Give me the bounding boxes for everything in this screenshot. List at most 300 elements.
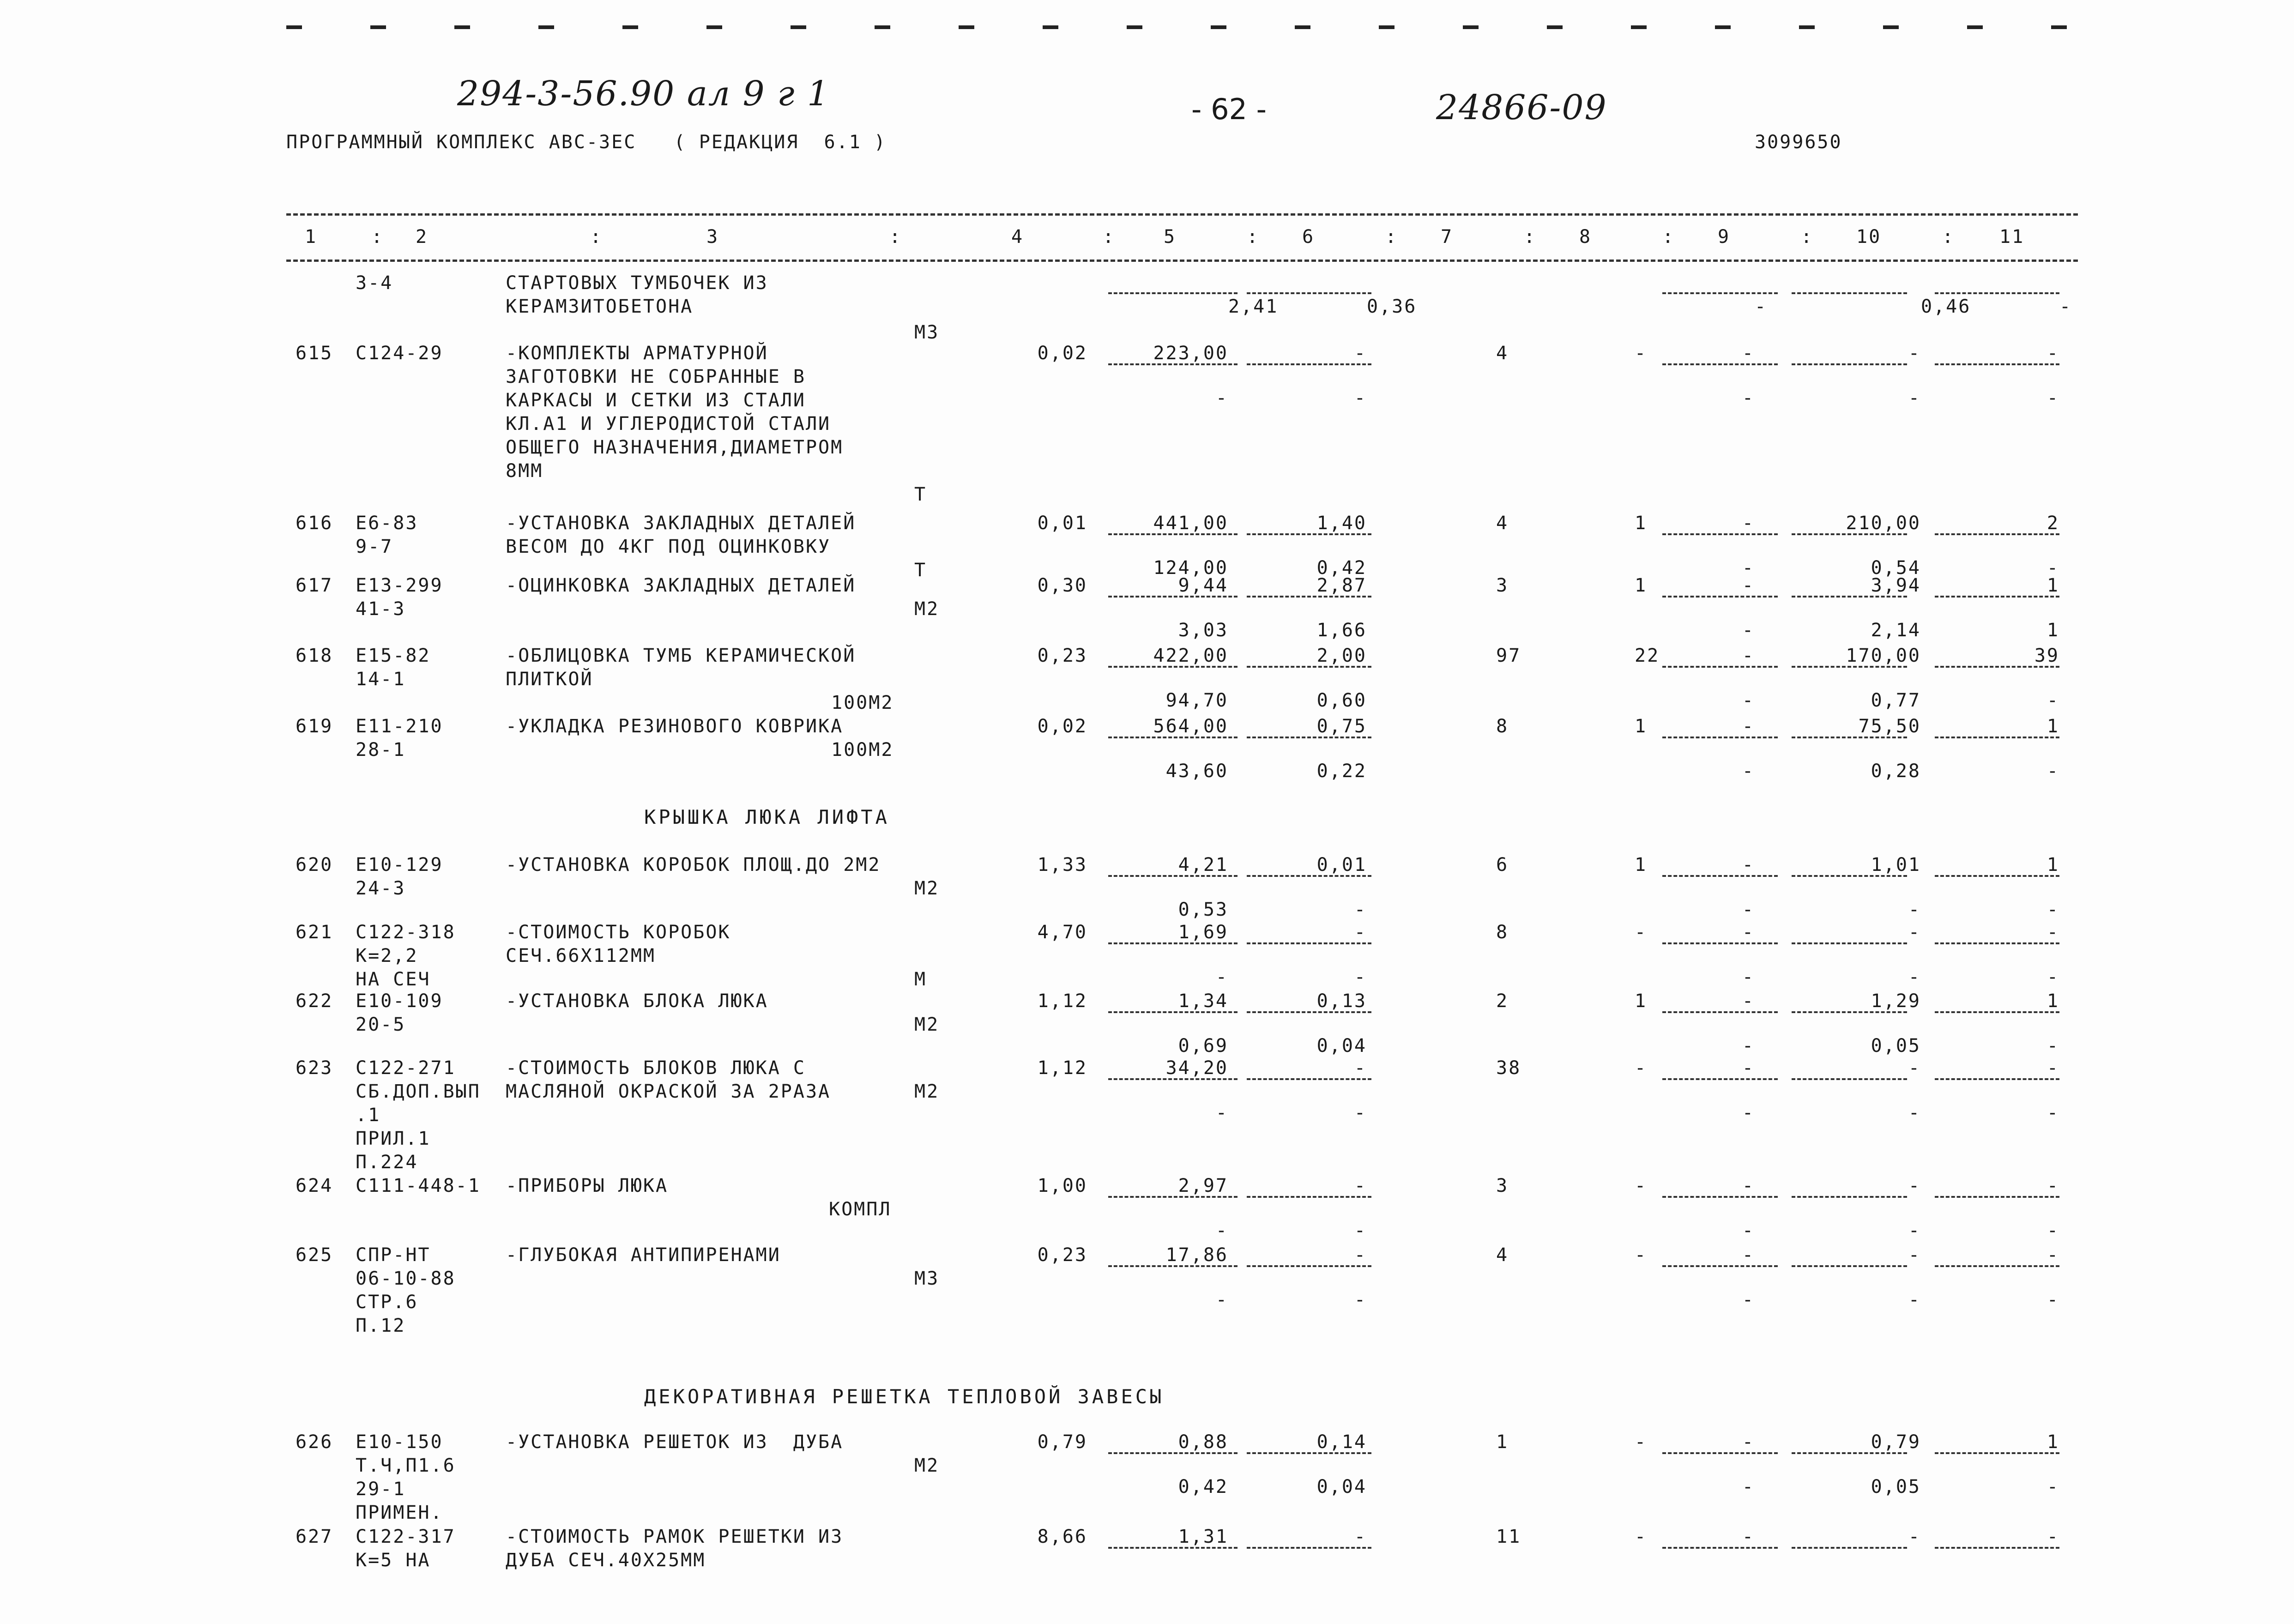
col11-value: 1 [2046, 990, 2059, 1012]
col11-value: - [2046, 922, 2059, 943]
value-separator-rule [1792, 363, 1907, 365]
quantity: 4,70 [1037, 922, 1087, 943]
column-label: 3 [706, 226, 719, 248]
value-separator-rule [1792, 737, 1907, 738]
col11-sub: - [2046, 899, 2059, 920]
unit-price: 1,34 [1178, 990, 1228, 1012]
col11-value: - [2046, 1526, 2059, 1547]
unit-price: 441,00 [1153, 513, 1228, 534]
norm-code: 29-1 [356, 1479, 406, 1500]
norm-code: 14-1 [356, 669, 406, 690]
value-separator-rule [1247, 292, 1371, 294]
work-description: ПЛИТКОЙ [506, 669, 593, 690]
value-separator-rule [1108, 1452, 1238, 1454]
col10-sub: - [1908, 966, 1921, 988]
wage-per-unit: 2,87 [1316, 575, 1367, 596]
col9-sub: - [1742, 1102, 1755, 1123]
norm-code: К=5 НА [356, 1550, 431, 1571]
col10-value: 0,79 [1871, 1431, 1921, 1453]
labor-total: 0,36 [1367, 296, 1417, 317]
row-number: 627 [296, 1526, 333, 1547]
total-wage: - [1635, 1244, 1648, 1266]
value-separator-rule [1662, 363, 1778, 365]
norm-code: П.224 [356, 1152, 418, 1173]
value-separator-rule [1792, 875, 1907, 877]
col9-value: - [1742, 645, 1755, 666]
unit: М2 [914, 1014, 940, 1035]
norm-code: Е13-299 [356, 575, 443, 596]
handwritten-note-right: 24866-09 [1436, 88, 1607, 127]
work-description: ДУБА СЕЧ.40Х25ММ [506, 1550, 706, 1571]
row-number: 617 [296, 575, 333, 596]
work-description: 8ММ [506, 460, 543, 482]
value-separator-rule [1247, 942, 1371, 944]
wage-per-unit: - [1354, 1057, 1367, 1079]
machine-wage: - [1354, 966, 1367, 988]
work-description: ВЕСОМ ДО 4КГ ПОД ОЦИНКОВКУ [506, 536, 831, 557]
column-separator: : [1385, 226, 1398, 248]
value-separator-rule [1662, 875, 1778, 877]
col9-sub: - [1742, 1289, 1755, 1310]
unit-price: 2,97 [1178, 1175, 1228, 1196]
value-separator-rule [1108, 1078, 1238, 1080]
norm-code: Е10-150 [356, 1431, 443, 1453]
work-description: -УСТАНОВКА ЗАКЛАДНЫХ ДЕТАЛЕЙ [506, 513, 856, 534]
value-separator-rule [1662, 942, 1778, 944]
unit: 100М2 [831, 739, 894, 761]
total-cost: 4 [1496, 513, 1509, 534]
col10-sub: 0,05 [1871, 1035, 1921, 1057]
perforation-dash [1715, 25, 1731, 29]
value-separator-rule [1792, 533, 1907, 535]
total-wage: - [1635, 1526, 1648, 1547]
norm-code: ПРИЛ.1 [356, 1128, 431, 1149]
machine-cost: - [1215, 966, 1228, 988]
quantity: 0,23 [1037, 645, 1087, 666]
quantity: 0,23 [1037, 1244, 1087, 1266]
value-separator-rule [1935, 1452, 2059, 1454]
norm-code: Е6-83 [356, 513, 418, 534]
value-separator-rule [1792, 1265, 1907, 1267]
machine-cost: 0,42 [1178, 1476, 1228, 1497]
header-rule-bottom [286, 260, 2078, 262]
value-separator-rule [1247, 1265, 1371, 1267]
perforation-dash [875, 25, 890, 29]
unit-price: 223,00 [1153, 343, 1228, 364]
perforation-dash [1463, 25, 1479, 29]
unit: М2 [914, 1455, 940, 1476]
norm-code: К=2,2 [356, 945, 418, 966]
col11-value: 2 [2046, 513, 2059, 534]
col10-sub: - [1908, 1102, 1921, 1123]
unit-price: 4,21 [1178, 854, 1228, 875]
col10-value: 210,00 [1846, 513, 1921, 534]
col9-sub: - [1742, 620, 1755, 641]
perforation-dash [1211, 25, 1226, 29]
work-description: -ГЛУБОКАЯ АНТИПИРЕНАМИ [506, 1244, 781, 1266]
value-separator-rule [1108, 942, 1238, 944]
column-separator: : [1662, 226, 1675, 248]
col10-sub: - [1908, 387, 1921, 409]
col10-value: - [1908, 1244, 1921, 1266]
work-description: КЕРАМЗИТОБЕТОНА [506, 296, 694, 317]
column-label: 6 [1302, 226, 1315, 248]
norm-code: Т.Ч,П1.6 [356, 1455, 456, 1476]
unit: М3 [914, 1268, 940, 1289]
col9-sub: - [1742, 690, 1755, 711]
unit: М [914, 969, 927, 990]
perforation-dash [791, 25, 806, 29]
value-separator-rule [1108, 1547, 1238, 1549]
perforation-dash [286, 25, 302, 29]
col9-value: - [1742, 1175, 1755, 1196]
machine-cost: - [1215, 1289, 1228, 1310]
value-separator-rule [1935, 533, 2059, 535]
col9-sub: - [1742, 387, 1755, 409]
column-label: 5 [1164, 226, 1177, 248]
col11-value: - [2046, 1057, 2059, 1079]
col9-value: - [1742, 716, 1755, 737]
total-cost: 3 [1496, 575, 1509, 596]
value-separator-rule [1247, 1547, 1371, 1549]
total-cost: 11 [1496, 1526, 1521, 1547]
col11-value: - [2046, 1244, 2059, 1266]
machine-wage: - [1354, 1102, 1367, 1123]
value-separator-rule [1792, 1011, 1907, 1013]
col9-value: - [1742, 1526, 1755, 1547]
unit-price: 422,00 [1153, 645, 1228, 666]
norm-code: СПР-НТ [356, 1244, 431, 1266]
col10-sub: 0,54 [1871, 557, 1921, 579]
column-label: 4 [1011, 226, 1024, 248]
column-label: 2 [416, 226, 429, 248]
col9-sub: - [1742, 557, 1755, 579]
perforation-dash [1043, 25, 1058, 29]
quantity: 0,79 [1037, 1431, 1087, 1453]
total-wage: - [1635, 922, 1648, 943]
value-separator-rule [1792, 1547, 1907, 1549]
value-separator-rule [1108, 363, 1238, 365]
machine-cost: - [1215, 1220, 1228, 1241]
value-separator-rule [1792, 1196, 1907, 1198]
norm-code: Е10-129 [356, 854, 443, 875]
unit-price: 9,44 [1178, 575, 1228, 596]
column-separator: : [1801, 226, 1814, 248]
col10-sub: - [1908, 1220, 1921, 1241]
quantity: 0,02 [1037, 716, 1087, 737]
col11-sub: - [2046, 387, 2059, 409]
value-separator-rule [1792, 292, 1907, 294]
value-separator-rule [1247, 666, 1371, 668]
value-separator-rule [1935, 1078, 2059, 1080]
col10-sub: - [1908, 1289, 1921, 1310]
col11-value: 1 [2046, 854, 2059, 875]
wage-per-unit: 2,00 [1316, 645, 1367, 666]
col10-value: - [1908, 1057, 1921, 1079]
value-separator-rule [1108, 1011, 1238, 1013]
work-description: -СТОИМОСТЬ БЛОКОВ ЛЮКА С [506, 1057, 806, 1079]
machine-wage: 0,42 [1316, 557, 1367, 579]
machine-cost: - [1215, 387, 1228, 409]
value-separator-rule [1247, 1196, 1371, 1198]
perforation-dash [1799, 25, 1815, 29]
wage-per-unit: - [1354, 1526, 1367, 1547]
value-separator-rule [1108, 292, 1238, 294]
machine-wage: 0,04 [1316, 1476, 1367, 1497]
perforation-dash [1547, 25, 1563, 29]
col10-value: 1,29 [1871, 990, 1921, 1012]
total-wage: 22 [1635, 645, 1660, 666]
work-description: -ОЦИНКОВКА ЗАКЛАДНЫХ ДЕТАЛЕЙ [506, 575, 856, 596]
value-separator-rule [1662, 1265, 1778, 1267]
work-description: ОБЩЕГО НАЗНАЧЕНИЯ,ДИАМЕТРОМ [506, 437, 844, 458]
total-cost: 8 [1496, 922, 1509, 943]
section-title-lift-hatch: КРЫШКА ЛЮКА ЛИФТА [644, 806, 890, 828]
norm-code: ПРИМЕН. [356, 1502, 443, 1523]
column-separator: : [1942, 226, 1955, 248]
col11-sub: - [2046, 966, 2059, 988]
col11-value: 1 [2046, 716, 2059, 737]
unit-price: 1,69 [1178, 922, 1228, 943]
wage-per-unit: - [1354, 343, 1367, 364]
value-separator-rule [1935, 363, 2059, 365]
col9-sub: - [1742, 1035, 1755, 1057]
value-separator-rule [1247, 737, 1371, 738]
norm-code: 24-3 [356, 878, 406, 899]
unit: М2 [914, 598, 940, 620]
value-separator-rule [1662, 666, 1778, 668]
total-cost: 3 [1496, 1175, 1509, 1196]
norm-code: 20-5 [356, 1014, 406, 1035]
col11-value: 1 [2046, 575, 2059, 596]
value-separator-rule [1935, 596, 2059, 598]
col11-value: 39 [2034, 645, 2059, 666]
unit-price: 0,88 [1178, 1431, 1228, 1453]
value-separator-rule [1662, 1078, 1778, 1080]
perforation-dash [454, 25, 470, 29]
quantity: 1,12 [1037, 1057, 1087, 1079]
total-wage: - [1635, 1431, 1648, 1453]
column-label: 11 [1999, 226, 2025, 248]
value-separator-rule [1247, 596, 1371, 598]
perforation-dash [622, 25, 638, 29]
norm-code: С122-271 [356, 1057, 456, 1079]
col9-value: - [1742, 343, 1755, 364]
norm-code: 41-3 [356, 598, 406, 620]
norm-code: С124-29 [356, 343, 443, 364]
row-number: 621 [296, 922, 333, 943]
norm-code: Е10-109 [356, 990, 443, 1012]
value-separator-rule [1935, 666, 2059, 668]
total-cost: 8 [1496, 716, 1509, 737]
work-description: -УСТАНОВКА БЛОКА ЛЮКА [506, 990, 768, 1012]
col11-value: - [2046, 343, 2059, 364]
value-separator-rule [1662, 1452, 1778, 1454]
quantity: 0,01 [1037, 513, 1087, 534]
norm-code: П.12 [356, 1315, 406, 1336]
total-wage: 1 [1635, 990, 1648, 1012]
program-title: ПРОГРАММНЫЙ КОМПЛЕКС АВС-3ЕС ( РЕДАКЦИЯ 6.1 ) [286, 132, 887, 153]
total-wage: 1 [1635, 575, 1648, 596]
machine-cost: - [1215, 1102, 1228, 1123]
col10-sub: 0,77 [1871, 690, 1921, 711]
row-number: 618 [296, 645, 333, 666]
work-description: -СТОИМОСТЬ КОРОБОК [506, 922, 731, 943]
col11-sub: - [2046, 1289, 2059, 1310]
section-title-grille: ДЕКОРАТИВНАЯ РЕШЕТКА ТЕПЛОВОЙ ЗАВЕСЫ [644, 1385, 1165, 1408]
total-wage: - [1635, 1057, 1648, 1079]
col11-sub: - [2046, 1476, 2059, 1497]
machine-wage: - [1354, 1220, 1367, 1241]
col11-sub: - [2046, 1035, 2059, 1057]
work-description: КАРКАСЫ И СЕТКИ ИЗ СТАЛИ [506, 390, 806, 411]
value-separator-rule [1662, 292, 1778, 294]
unit-price: 564,00 [1153, 716, 1228, 737]
quantity: 8,66 [1037, 1526, 1087, 1547]
total-cost: 97 [1496, 645, 1521, 666]
value-separator-rule [1108, 533, 1238, 535]
value-separator-rule [1935, 1265, 2059, 1267]
value-separator-rule [1935, 292, 2059, 294]
work-description: -ОБЛИЦОВКА ТУМБ КЕРАМИЧЕСКОЙ [506, 645, 856, 666]
norm-code: 06-10-88 [356, 1268, 456, 1289]
unit: М2 [914, 878, 940, 899]
col10-value: 0,46 [1921, 296, 1971, 317]
norm-code: С122-318 [356, 922, 456, 943]
value-separator-rule [1662, 1196, 1778, 1198]
total-cost: 38 [1496, 1057, 1521, 1079]
col11-sub: - [2046, 761, 2059, 782]
perforation-dash [1295, 25, 1310, 29]
work-description: КЛ.А1 И УГЛЕРОДИСТОЙ СТАЛИ [506, 413, 831, 435]
unit: М3 [914, 322, 940, 343]
row-number: 624 [296, 1175, 333, 1196]
value-separator-rule [1662, 1011, 1778, 1013]
unit: Т [914, 560, 927, 581]
quantity: 1,00 [1037, 1175, 1087, 1196]
value-separator-rule [1935, 737, 2059, 738]
perforation-dash [1631, 25, 1647, 29]
work-description: СЕЧ.66Х112ММ [506, 945, 656, 966]
perforation-dash [1883, 25, 1899, 29]
value-separator-rule [1935, 1011, 2059, 1013]
machine-wage: - [1354, 387, 1367, 409]
work-description: СТАРТОВЫХ ТУМБОЧЕК ИЗ [506, 272, 768, 294]
column-separator: : [371, 226, 384, 248]
col11-value: - [2046, 1175, 2059, 1196]
norm-code: НА СЕЧ [356, 969, 431, 990]
col10-value: - [1908, 922, 1921, 943]
wage-per-unit: - [1354, 922, 1367, 943]
col11-sub: - [2046, 557, 2059, 579]
perforation-dash [370, 25, 386, 29]
unit-price: 1,31 [1178, 1526, 1228, 1547]
col9-sub: - [1742, 899, 1755, 920]
machine-cost: 94,70 [1165, 690, 1228, 711]
machine-cost: 0,53 [1178, 899, 1228, 920]
work-description: -СТОИМОСТЬ РАМОК РЕШЕТКИ ИЗ [506, 1526, 844, 1547]
work-description: -КОМПЛЕКТЫ АРМАТУРНОЙ [506, 343, 768, 364]
value-separator-rule [1247, 1078, 1371, 1080]
value-separator-rule [1935, 942, 2059, 944]
value-separator-rule [1247, 363, 1371, 365]
column-separator: : [1524, 226, 1537, 248]
wage-per-unit: 0,13 [1316, 990, 1367, 1012]
perforation-dash [1967, 25, 1983, 29]
value-separator-rule [1247, 1011, 1371, 1013]
value-separator-rule [1108, 1265, 1238, 1267]
row-number: 620 [296, 854, 333, 875]
value-separator-rule [1662, 596, 1778, 598]
norm-code: Е15-82 [356, 645, 431, 666]
col9-value: - [1755, 296, 1768, 317]
unit: Т [914, 484, 927, 505]
value-separator-rule [1792, 596, 1907, 598]
col11-sub: 1 [2046, 620, 2059, 641]
perforation-dash [538, 25, 554, 29]
col10-sub: 2,14 [1871, 620, 1921, 641]
value-separator-rule [1935, 1196, 2059, 1198]
wage-per-unit: 0,01 [1316, 854, 1367, 875]
col9-sub: - [1742, 966, 1755, 988]
machine-wage: - [1354, 899, 1367, 920]
machine-cost: 124,00 [1153, 557, 1228, 579]
value-separator-rule [1108, 875, 1238, 877]
total-cost: 4 [1496, 343, 1509, 364]
col11-sub: - [2046, 690, 2059, 711]
total-wage: - [1635, 343, 1648, 364]
norm-code: Е11-210 [356, 716, 443, 737]
col11-value: 1 [2046, 1431, 2059, 1453]
col9-value: - [1742, 1244, 1755, 1266]
row-number: 616 [296, 513, 333, 534]
wage-per-unit: 0,75 [1316, 716, 1367, 737]
total-wage: - [1635, 1175, 1648, 1196]
total-cost: 2 [1496, 990, 1509, 1012]
row-number: 622 [296, 990, 333, 1012]
col9-value: - [1742, 575, 1755, 596]
total-cost: 4 [1496, 1244, 1509, 1266]
column-label: 7 [1441, 226, 1454, 248]
column-label: 1 [305, 226, 318, 248]
norm-code: С111-448-1 [356, 1175, 481, 1196]
perforation-dash [1127, 25, 1142, 29]
column-label: 9 [1718, 226, 1731, 248]
quantity: 0,02 [1037, 343, 1087, 364]
page-number: - 62 - [1191, 92, 1267, 126]
unit: М2 [914, 1081, 940, 1102]
col10-value: 3,94 [1871, 575, 1921, 596]
machine-wage: 0,22 [1316, 761, 1367, 782]
value-separator-rule [1792, 1452, 1907, 1454]
norm-code: С122-317 [356, 1526, 456, 1547]
col9-value: - [1742, 1431, 1755, 1453]
norm-code: .1 [356, 1105, 381, 1126]
value-separator-rule [1792, 942, 1907, 944]
col10-value: 75,50 [1858, 716, 1921, 737]
value-separator-rule [1247, 875, 1371, 877]
value-separator-rule [1108, 666, 1238, 668]
column-separator: : [889, 226, 902, 248]
wage-per-unit: - [1354, 1244, 1367, 1266]
machine-wage: 0,04 [1316, 1035, 1367, 1057]
column-label: 8 [1579, 226, 1592, 248]
col9-sub: - [1742, 761, 1755, 782]
column-label: 10 [1856, 226, 1882, 248]
col11-sub: - [2046, 1102, 2059, 1123]
value-separator-rule [1935, 1547, 2059, 1549]
norm-code: 28-1 [356, 739, 406, 761]
